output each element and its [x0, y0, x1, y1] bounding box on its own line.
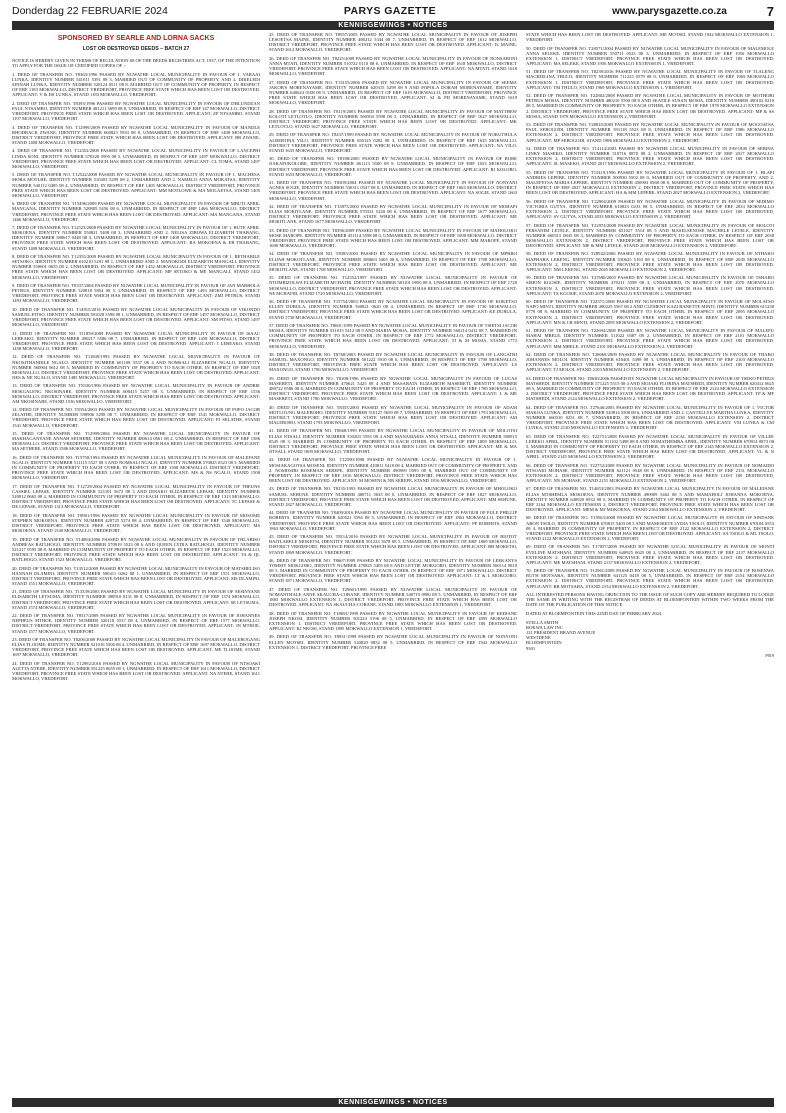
notice-paragraph: 47. DEED OF TRANSFER NO. T29601/1999 PASSED BY NGWATHE LOCAL MUNICIPALITY IN FAVOUR OF NOMANTHALE ANNE SKAUCHA-COBANE, IDENTITY NUMBER 540719 0980 08 5, UNMARRIED, IN RESPECT OF ERF 1883 MOKWALLO EXTENSION 1, DISTRICT VREDEFORT, PROVINCE FREE STATE WHICH HAS BEEN LOST OR DESTROYED. APPLICANT: NA SKAUCHA-COBANE, STAND 1883 MOKWALLO EXTENSION 1, VREDEFORT.: [269, 586, 517, 608]
notice-paragraph: 29. DEED OF TRANSFER NO. T8437/1999 PASSED BY NGWATHE LOCAL MUNICIPALITY IN FAVOUR OF NOKUTHULA ALBERTINA VILO, IDENTITY NUMBER 650125 0282 08 3, UNMARRIED, IN RESPECT OF ERF 1635 MOKWALLO, DISTRICT VREDEFORT, PROVINCE FREE STATE WHICH HAS BEEN LOST OR DESTROYED. APPLICANT: NA VILO, STAND 1635 MOKWALLO, VREDEFORT.: [269, 132, 517, 153]
notice-paragraph: 14. DEED OF TRANSFER NO. T8354/2003 PASSED BY NGWATHE LOCAL MUNICIPALITY IN FAVOUR OF POPO JACOB SELATHE, IDENTITY NUMBER 590906 5298 08 7, UNMARRIED, IN RESPECT OF ERF 1541 MOKWALLO, DISTRICT VREDEFORT, PROVINCE FREE STATE WHICH HAS BEEN LOST OR DESTROYED. APPLICANT: PJ SELATHE, STAND 1541 MOKWALLO, VREDEFORT.: [12, 407, 260, 428]
notice-paragraph: 66. DEED OF TRANSFER NO. T22752/2008 PASSED BY NGWATHE LOCAL MUNICIPALITY IN FAVOUR OF NOMAIDO NTSOAKI MOHASE, IDENTITY NUMBER 621121 0548 08 8, UNMARRIED, IN RESPECT OF ERF 2151 MOKWALLO EXTENSION 2, DISTRICT VREDEFORT, PROVINCE FREE STATE WHICH HAS BEEN LOST OR DESTROYED. APPLICANT: NN MOHASE, STAND 2151 MOKWALLO EXTENSION 2, VREDEFORT.: [526, 462, 774, 484]
notice-paragraph: 53. DEED OF TRANSFER NO. T28810/2005 PASSED BY NGWATHE LOCAL MUNICIPALITY IN FAVOUR OF MOGOATSA PAUL SEBOGODI, IDENTITY NUMBER 591118 5523 08 8, UNMARRIED, IN RESPECT OF ERF 1986 MOKWALLO EXTENSION 2, DISTRICT VREDEFORT, PROVINCE FREE STATE WHICH HAS BEEN LOST OR DESTROYED. APPLICANT: MP SEBOGODI, STAND 1986 MOKWALLO EXTENSION 2, VREDEFORT.: [526, 122, 774, 143]
notice-paragraph: 6. DEED OF TRANSFER NO. T15496/2009 PASSED BY NGWATHE LOCAL MUNICIPALITY IN FAVOUR OF MBUTI APRIL MANGANA, IDENTITY NUMBER 520805 5456 08 6, UNMARRIED, IN RESPECT OF ERF 1466 MOKWALLO, DISTRICT VREDEFORT, PROVINCE FREE STATE WHICH HAS BEEN LOST OR DESTROYED. APPLICANT: MA MANGANA, STAND 1466 MOKWALLO, VREDEFORT.: [12, 201, 260, 222]
notice-paragraph: 35. DEED OF TRANSFER NO. T12552/1997 PASSED BY NGWATHE LOCAL MUNICIPALITY IN FAVOUR OF NTOMBIZOLWA ELIZABETH MCHATHI, IDENTITY NUMBER 581101 0850 08 0, UNMARRIED, IN RESPECT OF ERF 1720 MOKWALLO, DISTRICT VREDEFORT, PROVINCE FREE STATE WHICH HAS BEEN LOST OR DESTROYED. APPLICANT: NE MCHATHI, STAND 1720 MOKWALLO, VREDEFORT.: [269, 275, 517, 296]
notice-paragraph: STATE WHICH HAS BEEN LOST OR DESTROYED. APPLICANT: ME MOTSEI, STAND 1942 MOKWALLO EXTENSION 1, VREDEFORT.: [526, 32, 774, 43]
notice-paragraph: 1. DEED OF TRANSFER NO. T8363/1996 PASSED BY NGWATHE LOCAL MUNICIPALITY IN FAVOUR OF 1. VARAAI LUNKA, IDENTITY NUMBER 541011 5391 08 3, MARRIED OUT OF COMMUNITY OF PROPERTY, AND 2. DIKELEDI SINNAH LUNKA, IDENTITY NUMBER 520124 0511 08 8, MARRIED OUT OF COMMUNITY OF PROPERTY, IN RESPECT OF ERF 1183 MOKWALLO, DISTRICT VREDEFORT, PROVINCE FREE STATE WHICH HAS BEEN LOST OR DESTROYED. APPLICANT: V & DS LUNKA, STAND 1183 MOKWALLO, VREDEFORT.: [12, 71, 260, 98]
section-band-bottom: KENNISGEWINGS • NOTICES: [12, 1098, 774, 1107]
notice-paragraph: 16. DEED OF TRANSFER NO. T15758/1994 PASSED BY NGWATHE LOCAL MUNICIPALITY IN FAVOUR OF MALEFANE NGALO, IDENTITY NUMBER 511115 5527 08 3 AND NOMSALI NGALO, IDENTITY NUMBER 570825 0523 08 5, MARRIED IN COMMUNITY OF PROPERTY TO EACH OTHER, IN RESPECT OF ERF 1508 MOKWALLO, DISTRICT VREDEFORT, PROVINCE FREE STATE WHICH HAS BEEN LOST OR DESTROYED. APPLICANT: MS & NS NGALO, STAND 1508 MOKWALLO, VREDEFORT.: [12, 454, 260, 481]
notice-paragraph: 17. DEED OF TRANSFER NO. T12729/2004 PASSED BY NGWATHE LOCAL MUNICIPALITY IN FAVOUR OF THEUNS CASSIEL LEPASE, IDENTITY NUMBER 521101 5673 08 3 AND DINAKO ELIZABETH LEPASE, IDENTITY NUMBER 520912 0665 08 4, MARRIED IN COMMUNITY OF PROPERTY TO EACH OTHER, IN RESPECT OF ERF 1313 MOKWALLO, DISTRICT VREDEFORT, PROVINCE FREE STATE WHICH HAS BEEN LOST OR DESTROYED. APPLICANT: TC LEPASE & DE LEPASE, STAND 1313 MOKWALLO, VREDEFORT.: [12, 483, 260, 510]
section-band-top: KENNISGEWINGS • NOTICES: [12, 21, 774, 30]
notice-paragraph: 12. DEED OF TRANSFER NO. T11849/1993 PASSED BY NGWATHE LOCAL MUNICIPALITY IN FAVOUR OF NKOSITHANDILE NGALO, IDENTITY NUMBER 601108 5537 08 4 AND NOMSALI ELIZABETH NGALO, IDENTITY NUMBER 560904 0612 08 5, MARRIED IN COMMUNITY OF PROPERTY TO EACH OTHER, IN RESPECT OF ERF 1028 MOKWALLO, DISTRICT VREDEFORT, PROVINCE FREE STATE WHICH HAS BEEN LOST OR DESTROYED. APPLICANT: NES & NE NGALO, STAND 1485 MOKWALLO, VREDEFORT.: [12, 354, 260, 380]
notice-paragraph: 34. DEED OF TRANSFER NO. T8395/2003 PASSED BY NGWATHE LOCAL MUNICIPALITY IN FAVOUR OF MPHIKI ELIJAH MOKOTLANE, IDENTITY NUMBER 580603 5405 08 6, UNMARRIED, IN RESPECT OF ERF 1708 MOKWALLO, DISTRICT VREDEFORT, PROVINCE FREE STATE WHICH HAS BEEN LOST OR DESTROYED. APPLICANT: ME MOKOTLANE, STAND 1708 MOKWALLO, VREDEFORT.: [269, 251, 517, 272]
notice-paragraph: 46. DEED OF TRANSFER NO. T8667/1999 PASSED BY NGWATHE LOCAL MUNICIPALITY IN FAVOUR OF LEEKANYS TOMMY MOKGORO, IDENTITY NUMBER 470825 5405 08 8 AND LETTIE MOKGORO, IDENTITY NUMBER 560114 0810 08 5, MARRIED IN COMMUNITY OF PROPERTY TO EACH OTHER, IN RESPECT OF ERF 1871 MOKWALLO, DISTRICT VREDEFORT, PROVINCE FREE STATE WHICH HAS BEEN LOST OR DESTROYED. APPLICANT: LT & L MOKGORO, STAND 1871 MOKWALLO, VREDEFORT.: [269, 557, 517, 584]
notice-paragraph: 60. DEED OF TRANSFER NO. T22571/2008 PASSED BY NGWATHE LOCAL MUNICIPALITY IN FAVOUR OF MOLATSO NAPO MINTI, IDENTITY NUMBER 490225 5567 08 2 AND CLEMENT KAZI RANETTE MINTI, IDENTITY NUMBER 611230 0779 08 8, MARRIED IN COMMUNITY OF PROPERTY TO EACH OTHER, IN RESPECT OF ERF 2095 MOKWALLO EXTENSION 2, DISTRICT VREDEFORT, PROVINCE FREE STATE WHICH HAS BEEN LOST OR DESTROYED. APPLICANT: MN & CR MINTI, STAND 2095 MOKWALLO EXTENSION 2, VREDEFORT.: [526, 299, 774, 325]
notice-paragraph: 5. DEED OF TRANSFER NO. T12522/2008 PASSED BY NGWATHE LOCAL MUNICIPALITY IN FAVOUR OF 1. MACHESA MORA MOTLHE, IDENTITY NUMBER 510303 5299 08 2, UNMARRIED AND 2. NAMELO ANNA MOKATSA, IDENTITY NUMBER 540112 0485 08 4, UNMARRIED, IN RESPECT OF ERF 1405 MOKWALLO, DISTRICT VREDEFORT, PROVINCE FREE STATE WHICH HAS BEEN LOST OR DESTROYED. APPLICANT: MM MOTLOWE & MA MOLAETSA, STAND 1405 MOKWALLO, VREDEFORT.: [12, 172, 260, 198]
signature-line: 9301: [526, 645, 536, 651]
notice-paragraph: 51. DEED OF TRANSFER NO. T8239/2016 PASSED BY NGWATHE LOCAL MUNICIPALITY IN FAVOUR OF TLALENG MAGRIELINA THULO, IDENTITY NUMBER 711225 0579 08 9, UNMARRIED, IN RESPECT OF ERF 1969 MOKWALLO EXTENSION 1, DISTRICT VREDEFORT, PROVINCE FREE STATE WHICH HAS BEEN LOST OR DESTROYED. APPLICANT: TM THULO, STAND 1969 MOKWALLO EXTENSION 1, VREDEFORT.: [526, 69, 774, 90]
batch-heading: LOST OR DESTROYED DEEDS – BATCH 27: [82, 46, 190, 53]
notice-paragraph: 7. DEED OF TRANSFER NO. T12523/2008 PASSED BY NGWATHE LOCAL MUNICIPALITY IN FAVOUR OF 1. RUTE APRIL MOKOENA, IDENTITY NUMBER 550821 5408 08 3, UNMARRIED AND 2. NELISA ZIBOWA ELIZABETH THABANG, IDENTITY NUMBER 580617 0448 08 3, UNMARRIED, IN RESPECT OF ERF 1408 MOKWALLO, DISTRICT VREDEFORT, PROVINCE FREE STATE WHICH HAS BEEN LOST OR DESTROYED. APPLICANT: RA MOKOENA & EB THABANG, STAND 1408 MOKWALLO, VREDEFORT.: [12, 225, 260, 251]
notice-paragraph: 37. DEED OF TRANSFER NO. T8691/1999 PASSED BY NGWATHE LOCAL MUNICIPALITY IN FAVOUR OF TSIETSI JACOB MOSIA, IDENTITY NUMBER 531015 5412 08 9 AND MARIA MOSIA, IDENTITY NUMBER 560214 0412 08 7, MARRIED IN COMMUNITY OF PROPERTY TO EACH OTHER, IN RESPECT OF ERF 1772 MOKWALLO, DISTRICT VREDEFORT, PROVINCE FREE STATE WHICH HAS BEEN LOST OR DESTROYED. APPLICANT: TJ & M MOSIA, STAND 1772 MOKWALLO, VREDEFORT.: [269, 322, 517, 349]
newspaper-title: PARYS GAZETTE: [343, 5, 437, 17]
notice-paragraph: 49. DEED OF TRANSFER NO. T8931/1999 PASSED BY NGWATHE LOCAL MUNICIPALITY IN FAVOUR OF NONYONI ELLEN MOTSEI, IDENTITY NUMBER 520829 0852 08 5, UNMARRIED, IN RESPECT OF ERF 1942 MOKWALLO EXTENSION 1, DISTRICT VREDEFORT, PROVINCE FREE: [269, 634, 517, 650]
page-reference: P019: [765, 652, 774, 658]
notice-paragraph: 24. DEED OF TRANSFER NO. T12992/2016 PASSED BY NGWATHE LOCAL MUNICIPALITY IN FAVOUR OF NTSOAKI ALETTA NTEHE, IDENTITY NUMBER 591225 0655 08 1, UNMARRIED, IN RESPECT OF ERF 1611 MOKWALLO, DISTRICT VREDEFORT, PROVINCE FREE STATE WHICH HAS BEEN LOST OR DESTROYED. APPLICANT: NA NTEHE, STAND 1611 MOKWALLO, VREDEFORT.: [12, 660, 260, 682]
notice-paragraph: 48. DEED OF TRANSFER NO. T18691/1999 PASSED BY NGWATHE LOCAL MUNICIPALITY IN FAVOUR OF KEDIANE JOSEPH NKOSI, IDENTITY NUMBER 501223 5196 08 5, UNMARRIED, IN RESPECT OF ERF 1895 MOKWALLO EXTENSION 1, DISTRICT VREDEFORT, PROVINCE FREE STATE WHICH HAS BEEN LOST OR DESTROYED. APPLICANT: KJ NKOSI, STAND 1895 MOKWALLO EXTENSION 1, VREDEFORT.: [269, 610, 517, 632]
notice-column-3: [526, 32, 774, 1096]
notice-paragraph: 18. DEED OF TRANSFER NO. T8901/1996 PASSED BY NGWATHE LOCAL MUNICIPALITY IN FAVOUR OF MOSOME STEPHEN MOKOENA, IDENTITY NUMBER 420725 5274 08 4, UNMARRIED, IN RESPECT OF ERF 1540 MOKWALLO, DISTRICT VREDEFORT, PROVINCE FREE STATE WHICH HAS BEEN LOST OR DESTROYED. APPLICANT: MS MOKOENA, STAND 1540 MOKWALLO, VREDEFORT.: [12, 512, 260, 534]
signature-line: BLOEMFONTEIN: [526, 640, 562, 646]
notice-paragraph: 19. DEED OF TRANSFER NO. T14894/2006 PASSED BY NGWATHE LOCAL MUNICIPALITY IN FAVOUR OF THLABISO ANDREAS RATLHOGO, IDENTITY NUMBER 570919 5523 08 6 AND QUEEN LYDIA RATLHOGO, IDENTITY NUMBER 521217 0595 08 8, MARRIED IN COMMUNITY OF PROPERTY TO EACH OTHER, IN RESPECT OF ERF 1523 MOKWALLO, DISTRICT VREDEFORT, PROVINCE FREE STATE WHICH HAS BEEN LOST OR DESTROYED. APPLICANT: TA & QL RATLHOGO, STAND 1523 MOKWALLO, VREDEFORT.: [12, 536, 260, 563]
notice-paragraph: 40. DEED OF TRANSFER NO. T8355/2003 PASSED BY NGWATHE LOCAL MUNICIPALITY IN FAVOUR OF ADAM MOTLOUNG MALEBOHO, IDENTITY NUMBER 510127 5659 08 7, UNMARRIED, IN RESPECT OF ERF 1793 MOKWALLO, DISTRICT VREDEFORT, PROVINCE FREE STATE WHICH HAS BEEN LOST OR DESTROYED. APPLICANT: AM MALEBOHO, STAND 1793 MOKWALLO, VREDEFORT.: [269, 404, 517, 426]
intro-paragraph: NOTICE IS HEREBY GIVEN IN TERMS OF REGULATION 68 OF THE DEEDS REGISTRIES ACT, 1937, OF THE INTENTION TO APPLY FOR THE ISSUE OF CERTIFIED COPIES OF :-: [12, 58, 260, 69]
notice-paragraph: 64. DEED OF TRANSFER NO. T27646/2005 PASSED BY NGWATHE LOCAL MUNICIPALITY IN FAVOUR OF 1. VICTOR MAKOA LUNKA, IDENTITY NUMBER 520814 5508 08 6, UNMARRIED AND 2. CANTELLYE MARTHA LUNKA, IDENTITY NUMBER 660310 0251 08 7, UNMARRIED, IN RESPECT OF ERF 2130 MOKWALLO EXTENSION 2, DISTRICT VREDEFORT, PROVINCE FREE STATE WHICH HAS BEEN LOST OR DESTROYED. APPLICANT: VM LUNKA & CM LUNKA, STAND 2130 MOKWALLO EXTENSION 2, VREDEFORT.: [526, 404, 774, 431]
notice-paragraph: 42. DEED OF TRANSFER NO. T12590/1998 PASSED BY NGWATHE LOCAL MUNICIPALITY IN FAVOUR OF 1. MOSIAKAGOTSA MOSENI, IDENTITY NUMBER 410811 5418 08 4, MARRIED OUT OF COMMUNITY OF PROPERTY, AND 2. NOMOSIBI ROSEMAN SEREPE, IDENTITY NUMBER 490909 0595 08 8, MARRIED OUT OF COMMUNITY OF PROPERTY, IN RESPECT OF ERF 1816 MOKWALLO, DISTRICT VREDEFORT, PROVINCE FREE STATE WHICH HAS BEEN LOST OR DESTROYED. APPLICANT: M MOSENI & NR SEREPE, STAND 1816 MOKWALLO, VREDEFORT.: [269, 457, 517, 484]
masthead-right: [612, 4, 774, 19]
notices-content: [12, 32, 774, 1096]
notice-paragraph: 50. DEED OF TRANSFER NO. T28571/2004 PASSED BY NGWATHE LOCAL MUNICIPALITY IN FAVOUR OF MALEMOLE ANNA SELEKE, IDENTITY NUMBER 550711 0525 08 3, UNMARRIED, IN RESPECT OF ERF 1956 MOKWALLO EXTENSION 1, DISTRICT VREDEFORT, PROVINCE FREE STATE WHICH HAS BEEN LOST OR DESTROYED. APPLICANT: MA SELEKE, STAND 1956 MOKWALLO EXTENSION 1, VREDEFORT.: [526, 45, 774, 66]
notice-paragraph: 68. DEED OF TRANSFER NO. T19563/2008 PASSED BY NGWATHE LOCAL MUNICIPALITY IN FAVOUR OF SINDANE ARON TSOLO, IDENTITY NUMBER 670815 5403 08 5 AND MAMOKETE LYDIA TSOLO, IDENTITY NUMBER 670104 0553 08 4, MARRIED IN COMMUNITY OF PROPERTY, IN RESPECT OF ERF 2122 MOKWALLO EXTENSION 2, DISTRICT VREDEFORT, PROVINCE FREE STATE WHICH HAS BEEN LOST OR DESTROYED. APPLICANT: SA TSOLO & ML TSOLO, STAND 2122 MOKWALLO EXTENSION 2, VREDEFORT.: [526, 515, 774, 541]
notice-paragraph: 58. DEED OF TRANSFER NO. T28942/2006 PASSED BY NGWATHE LOCAL MUNICIPALITY IN FAVOUR OF NTHAKO MAPHARA LEKENG, IDENTITY NUMBER 530625 5193 08 0, UNMARRIED, IN RESPECT OF ERF 2045 MOKWALLO EXTENSION 2, DISTRICT VREDEFORT, PROVINCE FREE STATE WHICH HAS BEEN LOST OR DESTROYED. APPLICANT: NM LEKENG, STAND 2045 MOKWALLO EXTENSION 2, VREDEFORT.: [526, 251, 774, 272]
notice-paragraph: 25. DEED OF TRANSFER NO. T8957/2003 PASSED BY NGWATHE LOCAL MUNICIPALITY IN FAVOUR OF JOSEPHI LESOETSA MAINE, IDENTITY NUMBER 480212 5344 08 7, UNMARRIED, IN RESPECT OF ERF 1612 MOKWALLO, DISTRICT VREDEFORT, PROVINCE FREE STATE WHICH HAS BEEN LOST OR DESTROYED. APPLICANT: JL MAINE, STAND 1612 MOKWALLO, VREDEFORT.: [269, 32, 517, 53]
notice-list-column-2: [269, 32, 517, 650]
notice-paragraph: 11. DEED OF TRANSFER NO. T11859/2009 PASSED BY NGWATHE LOCAL MUNICIPALITY IN FAVOUR OF ISAAC LEBEAKO, IDENTITY NUMBER 490217 5586 08 7, UNMARRIED, IN RESPECT OF ERF 1458 MOKWALLO, DISTRICT VREDEFORT, PROVINCE FREE STATE WHICH HAS BEEN LOST OR DESTROYED. APPLICANT: I LEBEAKO, STAND 1458 MOKWALLO, VREDEFORT.: [12, 330, 260, 352]
notice-paragraph: 70. DEED OF TRANSFER NO. T12961/2008 PASSED BY NGWATHE LOCAL MUNICIPALITY IN FAVOUR OF BOSENWA RUTH MOTSABA, IDENTITY NUMBER 641125 0418 08 5, UNMARRIED, IN RESPECT OF ERF 2154 MOKWALLO EXTENSION 2, DISTRICT VREDEFORT, PROVINCE FREE STATE WHICH HAS BEEN LOST OR DESTROYED. APPLICANT: BR MOTSABA, STAND 2154 MOKWALLO EXTENSION 2, VREDEFORT.: [526, 568, 774, 589]
notice-paragraph: 4. DEED OF TRANSFER NO. T12352/2008 PASSED BY NGWATHE LOCAL MUNICIPALITY IN FAVOUR OF LANCEPHI LINDA SONI, IDENTITY NUMBER 570328 5995 08 5, UNMARRIED, IN RESPECT OF ERF 1497 MOKWALLO, DISTRICT VREDEFORT, PROVINCE FREE STATE WHICH HAS BEEN LOST OR DESTROYED. APPLICANT: CL TOMA, STAND 1497 MOKWALLO, VREDEFORT.: [12, 148, 260, 169]
notice-paragraph: 22. DEED OF TRANSFER NO. T8317/2009 PASSED BY NGWATHE LOCAL MUNICIPALITY IN FAVOUR OF JOHANNES NEPHEUS MTHOE, IDENTITY NUMBER 520118 5537 08 4, UNMARRIED, IN RESPECT OF ERF 1577 MOKWALLO, DISTRICT VREDEFORT, PROVINCE FREE STATE WHICH HAS BEEN LOST OR DESTROYED. APPLICANT: JN MTHOE, STAND 1577 MOKWALLO, VREDEFORT.: [12, 613, 260, 634]
signature-line: ROKWA LAW INC: [526, 624, 563, 630]
sponsor-heading: SPONSORED BY SEARLE AND LORNA SACKS: [57, 35, 215, 42]
notice-paragraph: 2. DEED OF TRANSFER NO. T8393/1996 PASSED BY NGWATHE LOCAL MUNICIPALITY IN FAVOUR OF DHLUNDZAN PAUL NTSAMBO, IDENTITY NUMBER 481211 5699 08 8, UNMARRIED, IN RESPECT OF ERF 147 MOKWALLO, DISTRICT VREDEFORT, PROVINCE FREE STATE WHICH HAS BEEN LOST OR DESTROYED. APPLICANT: ZP NTSAMBO, STAND 1197 MOKWALLO, VREDEFORT.: [12, 100, 260, 122]
notice-list-column-3: [526, 32, 774, 616]
notice-paragraph: 21. DEED OF TRANSFER NO. T13339/2003 PASSED BY NGWATHE LOCAL MUNICIPALITY IN FAVOUR OF SESINYANE ELISABETH LETSUMA, IDENTITY NUMBER 380910 0131 08 8, UNMARRIED, IN RESPECT OF ERF 1574 MOKWALLO, DISTRICT VREDEFORT, PROVINCE FREE STATE WHICH HAS BEEN LOST OR DESTROYED. APPLICANT: SE LETSUMA, STAND 1574 MOKWALLO, VREDEFORT.: [12, 589, 260, 610]
notice-paragraph: 69. DEED OF TRANSFER NO. T17057/2009 PASSED BY NGWATHE LOCAL MUNICIPALITY IN FAVOUR OF MONTI EVELINE MATSHANI, IDENTITY NUMBER 640925 0625 08 3, UNMARRIED, IN RESPECT OF ERF 2137 MOKWALLO EXTENSION 2, DISTRICT VREDEFORT, PROVINCE FREE STATE WHICH HAS BEEN LOST OR DESTROYED. APPLICANT: ME MATSHANI, STAND 2137 MOKWALLO EXTENSION 2, VREDEFORT.: [526, 544, 774, 565]
notice-paragraph: 23. DEED OF TRANSFER NO. T8206/2009 PASSED BY NGWATHE LOCAL MUNICIPALITY IN FAVOUR OF MALEBOGANG ELIAS TLOOME, IDENTITY NUMBER 521016 5506 08 4, UNMARRIED, IN RESPECT OF ERF 1697 MOKWALLO, DISTRICT VREDEFORT, PROVINCE FREE STATE WHICH HAS BEEN LOST OR DESTROYED. APPLICANT: ME TLOOME, STAND 1697 MOKWALLO, VREDEFORT.: [12, 636, 260, 658]
notice-paragraph: 59. DEED OF TRANSFER NO. T27680/2005 PASSED BY NGWATHE LOCAL MUNICIPALITY IN FAVOUR OF TSHABO SIMON KGOSIE, IDENTITY NUMBER 470211 5598 08 3, UNMARRIED, IN RESPECT OF ERF 2070 MOKWALLO EXTENSION 2, DISTRICT VREDEFORT, PROVINCE FREE STATE WHICH HAS BEEN LOST OR DESTROYED. APPLICANT: TS KGOSIE, STAND 2070 MOKWALLO EXTENSION 2, VREDEFORT.: [526, 275, 774, 296]
notice-paragraph: ALL INTERESTED PERSONS HAVING OBJECTION TO THE ISSUE OF SUCH COPY ARE HEREBY REQUIRED TO LODGE THE SAME IN WRITING WITH THE REGISTRAR OF DEEDS AT BLOEMFONTEIN WITHIN TWO WEEKS FROM THE DATE OF THE PUBLICATION OF THIS NOTICE.: [526, 591, 774, 608]
signature-line: STELLA SMITH: [526, 619, 559, 625]
notice-paragraph: 55. DEED OF TRANSFER NO. T15419/1996 PASSED BY NGWATHE LOCAL MUNICIPALITY IN FAVOUR OF 1. HLAPI ANDRIES LEPEBE, IDENTITY NUMBER 500930 5502 08 0, MARRIED OUT OF COMMUNITY OF PROPERTY, AND 2. MALEFETSA MARIA LEPEBE, IDENTITY NUMBER 450903 0568 08 8, MARRIED OUT OF COMMUNITY OF PROPERTY, IN RESPECT OF ERF 2027 MOKWALLO EXTENSION 2, DISTRICT VREDEFORT, PROVINCE FREE STATE WHICH HAS BEEN LOST OR DESTROYED. APPLICANT: HA & MM LEPEBE, STAND 2027 MOKWALLO EXTENSION 2, VREDEFORT.: [526, 169, 774, 196]
notice-list-column-1: [12, 72, 260, 682]
signature-lines: [526, 620, 774, 651]
page-number: 7: [766, 3, 774, 19]
notice-paragraph: 62. DEED OF TRANSFER NO. T28069/2009 PASSED BY NGWATHE LOCAL MUNICIPALITY IN FAVOUR OF THABO JOHANNES MOLOI, IDENTITY NUMBER 610401 5498 08 3, UNMARRIED, IN RESPECT OF ERF 2103 MOKWALLO EXTENSION 2, DISTRICT VREDEFORT, PROVINCE FREE STATE WHICH HAS BEEN LOST OR DESTROYED. APPLICANT: TJ MOLOI, STAND 2103 MOKWALLO EXTENSION 2, VREDEFORT.: [526, 351, 774, 373]
notice-paragraph: 20. DEED OF TRANSFER NO. T13512/2009 PASSED BY NGWATHE LOCAL MUNICIPALITY IN FAVOUR OF MATSHELISO HANNAH DLAMINI, IDENTITY NUMBER 590411 0262 08 1, UNMARRIED, IN RESPECT OF ERF 1551 MOKWALLO, DISTRICT VREDEFORT, PROVINCE FREE STATE WHICH HAS BEEN LOST OR DESTROYED. APPLICANT: MS DLAMINI, STAND 1551 MOKWALLO, VREDEFORT.: [12, 565, 260, 586]
notice-paragraph: 27. DEED OF TRANSFER NO. T15155/2006 PASSED BY NGWATHE LOCAL MUNICIPALITY IN FAVOUR OF SEEMA JAKOB'S MORENAYAME, IDENTITY NUMBER 620315 5298 08 9 AND POPOLA DORAH MORENAYAME, IDENTITY NUMBER 640624 0108 08 9, UNMARRIED, IN RESPECT OF ERF 1619 MOKWALLO, DISTRICT VREDEFORT, PROVINCE FREE STATE WHICH HAS BEEN LOST OR DESTROYED. APPLICANT: SJ & PD MORENAYAME, STAND 1619 MOKWALLO, VREDEFORT.: [269, 79, 517, 106]
notice-paragraph: 45. DEED OF TRANSFER NO. T8114/2016 PASSED BY NGWATHE LOCAL MUNICIPALITY IN FAVOUR OF BIOTOT BAITLARELE MOKETSI, IDENTITY NUMBER 501223 5678 08 5, UNMARRIED, IN RESPECT OF ERF 1869 MOKWALLO, DISTRICT VREDEFORT, PROVINCE FREE STATE WHICH HAS BEEN LOST OR DESTROYED. APPLICANT: BB MOKETSI, STAND 1869 MOKWALLO, VREDEFORT.: [269, 534, 517, 555]
signature-line: WESTDENE: [526, 635, 551, 641]
website-url[interactable]: www.parysgazette.co.za: [612, 5, 727, 17]
notice-paragraph: 8. DEED OF TRANSFER NO. T12355/2009 PASSED BY NGWATHE LOCAL MUNICIPALITY IN FAVOUR OF 1. RETHABILE SETSOKO, IDENTITY NUMBER 610210 5291 08 1, UNMARRIED AND 2. MANOKODI ELIZABETH MANGALI, IDENTITY NUMBER 550601 0655 08 2, UNMARRIED, IN RESPECT OF ERF 1452 MOKWALLO, DISTRICT VREDEFORT, PROVINCE FREE STATE WHICH HAS BEEN LOST OR DESTROYED. APPLICANT: MP SETOKO & ME MANGALI, STAND 1452 MOKWALLO, VREDEFORT.: [12, 253, 260, 280]
masthead: [12, 3, 774, 19]
notice-paragraph: 13. DEED OF TRANSFER NO. T8330/1996 PASSED BY NGWATHE LOCAL MUNICIPALITY IN FAVOUR OF ANDRIE MOKGALENG NKOSINARE, IDENTITY NUMBER 600415 5257 08 3, UNMARRIED, IN RESPECT OF ERF 1536 MOKWALLO, DISTRICT VREDEFORT, PROVINCE FREE STATE WHICH HAS BEEN LOST OR DESTROYED. APPLICANT: AM NKOSINARE, STAND 1536 MOKWALLO, VREDEFORT.: [12, 383, 260, 404]
notice-paragraph: 3. DEED OF TRANSFER NO. T12999/2009 PASSED BY NGWATHE LOCAL MUNICIPALITY IN FAVOUR OF MANDLE RHODRACK ZWANE, IDENTITY NUMBER 660823 5933 08 8, UNMARRIED, IN RESPECT OF ERF 1408 MOKWALLO, DISTRICT VREDEFORT, PROVINCE FREE STATE WHICH HAS BEEN LOST OR DESTROYED. APPLICANT: BR ZWANE, STAND 1408 MOKWALLO, VREDEFORT.: [12, 124, 260, 146]
signature-line: 121 PRESIDENT BRAND AVENUE: [526, 630, 596, 636]
notice-paragraph: 54. DEED OF TRANSFER NO. T14114/2003 PASSED BY NGWATHE LOCAL MUNICIPALITY IN FAVOUR OF SEBINA LINKY MASEKO, IDENTITY NUMBER 510716 0870 08 2, UNMARRIED, IN RESPECT OF ERF 2017 MOKWALLO EXTENSION 2, DISTRICT VREDEFORT, PROVINCE FREE STATE WHICH HAS BEEN LOST OR DESTROYED. APPLICANT: SL MASEKO, STAND 2017 MOKWALLO EXTENSION 2, VREDEFORT.: [526, 145, 774, 167]
notice-paragraph: 56. DEED OF TRANSFER NO. T22904/2009 PASSED BY NGWATHE LOCAL MUNICIPALITY IN FAVOUR OF SEDIMO VICTORIA GUTYA, IDENTITY NUMBER 610823 0233 08 5, UNMARRIED, IN RESPECT OF ERF 2033 MOKWALLO EXTENSION 2, DISTRICT VREDEFORT, PROVINCE FREE STATE WHICH HAS BEEN LOST OR DESTROYED. APPLICANT: SV GUTYA, STAND 2033 MOKWALLO EXTENSION 2, VREDEFORT.: [526, 198, 774, 220]
notice-paragraph: 33. DEED OF TRANSFER NO. T8396/2009 PASSED BY NGWATHE LOCAL MUNICIPALITY IN FAVOUR OF MAHOLOKO MOSE MAROPE, IDENTITY NUMBER 451114 5598 08 0, UNMARRIED, IN RESPECT OF ERF 1690 MOKWALLO, DISTRICT VREDEFORT, PROVINCE FREE STATE WHICH HAS BEEN LOST OR DESTROYED. APPLICANT: MM MAROPE, STAND 1690 MOKWALLO, VREDEFORT.: [269, 227, 517, 249]
notice-paragraph: 63. DEED OF TRANSFER NO. T8630/2006 PASSED BY NGWATHE LOCAL MUNICIPALITY IN FAVOUR OF TSEKO PETRUS MATSHEDI, IDENTITY NUMBER 571225 5515 08 4 AND MOJAKI FLORINA MATSHEDI, IDENTITY NUMBER 620412 0625 08 5, MARRIED IN COMMUNITY OF PROPERTY TO EACH OTHER, IN RESPECT OF ERF 2124 MOKWALLO EXTENSION 2, DISTRICT VREDEFORT, PROVINCE FREE STATE WHICH HAS BEEN LOST OR DESTROYED. APPLICANT: TP & MF MATSHEDI, STAND 2124 MOKWALLO EXTENSION 2, VREDEFORT.: [526, 375, 774, 402]
notice-paragraph: 44. DEED OF TRANSFER NO. T8409/2016 PASSED BY NGWATHE LOCAL MUNICIPALITY IN FAVOUR OF PULE PHILLIP ROBERTS, IDENTITY NUMBER 620521 5594 08 5, UNMARRIED, IN RESPECT OF ERF 1863 MOKWALLO, DISTRICT VREDEFORT, PROVINCE FREE STATE WHICH HAS BEEN LOST OR DESTROYED. APPLICANT: PP ROBERTS, STAND 1863 MOKWALLO, VREDEFORT.: [269, 510, 517, 531]
notice-paragraph: 15. DEED OF TRANSFER NO. T12999/2004 PASSED BY NGWATHE LOCAL MUNICIPALITY IN FAVOUR OF MAKHAGANYANE ANNAH SETHEBE, IDENTITY NUMBER 480614 0561 08 2, UNMARRIED, IN RESPECT OF ERF 1586 MOKWALLO, DISTRICT VREDEFORT, PROVINCE FREE STATE WHICH HAS BEEN LOST OR DESTROYED. APPLICANT: MA SETHEBE, STAND 1586 MOKWALLO, VREDEFORT.: [12, 430, 260, 452]
notice-paragraph: 57. DEED OF TRANSFER NO. T22974/2008 PASSED BY NGWATHE LOCAL MUNICIPALITY IN FAVOUR OF MOLOTI FERSANIM LETELE, IDENTITY NUMBER 651027 5514 08 5 AND MASELSENOSE MACHELE LETELE, IDENTITY NUMBER 660315 0845 08 3, MARRIED IN COMMUNITY OF PROPERTY TO EACH OTHER, IN RESPECT OF ERF 2038 MOKWALLO EXTENSION 2, DISTRICT VREDEFORT, PROVINCE FREE STATE WHICH HAS BEEN LOST OR DESTROYED. APPLICANT: MF & MM LETELE, STAND 2038 MOKWALLO EXTENSION 2, VREDEFORT.: [526, 222, 774, 249]
notice-paragraph: 43. DEED OF TRANSFER NO. T8135/1993 PASSED BY NGWATHE LOCAL MUNICIPALITY IN FAVOUR OF MHOLOKO SAMUEL SEHUNE, IDENTITY NUMBER 480711 5635 08 0, UNMARRIED, IN RESPECT OF ERF 1827 MOKWALLO, DISTRICT VREDEFORT, PROVINCE FREE STATE WHICH HAS BEEN LOST OR DESTROYED. APPLICANT: MM SEHUNE, STAND 1827 MOKWALLO, VREDEFORT.: [269, 486, 517, 507]
notice-paragraph: 39. DEED OF TRANSFER NO. T8208/1996 PASSED BY NGWATHE LOCAL MUNICIPALITY IN FAVOUR OF LUCAS MASERETI, IDENTITY NUMBER 470621 5425 08 4 AND MASABATA ELIZABETH MASERETI, IDENTITY NUMBER 480722 0586 08 6, MARRIED IN COMMUNITY OF PROPERTY TO EACH OTHER, IN RESPECT OF ERF 1780 MOKWALLO, DISTRICT VREDEFORT, PROVINCE FREE STATE WHICH HAS BEEN LOST OR DESTROYED. APPLICANT: L & ME MASERETI, STAND 1780 MOKWALLO, VREDEFORT.: [269, 375, 517, 402]
notice-paragraph: 65. DEED OF TRANSFER NO. T22751/2008 PASSED BY NGWATHE LOCAL MUNICIPALITY IN FAVOUR OF VILLEE LEBEKO APRIL, IDENTITY NUMBER 511102 5498 08 8 AND NOMATHEMBA APRIL, IDENTITY NUMBER 670914 0873 08 5, MARRIED IN COMMUNITY OF PROPERTY TO EACH OTHER, IN RESPECT OF ERF 2145 MOKWALLO EXTENSION 2, DISTRICT VREDEFORT, PROVINCE FREE STATE WHICH HAS BEEN LOST OR DESTROYED. APPLICANT: VL & N APRIL, STAND 2145 MOKWALLO EXTENSION 2, VREDEFORT.: [526, 433, 774, 460]
notice-paragraph: 67. DEED OF TRANSFER NO. T14653/2003 PASSED BY NGWATHE LOCAL MUNICIPALITY IN FAVOUR OF MALEFANE ELIAS MTSHEMLA MOKOENA, IDENTITY NUMBER 490909 5402 08 5 AND MAMAHOLI JOHANNA MOKOENA, IDENTITY NUMBER 640920 0932 08 5, MARRIED IN COMMUNITY OF PROPERTY TO EACH OTHER, IN RESPECT OF ERF 2164 MOKWALLO EXTENSION 2, DISTRICT VREDEFORT, PROVINCE FREE STATE WHICH HAS BEEN LOST OR DESTROYED. APPLICANT: MEM & MJ MOKOENA, STAND 2164 MOKWALLO EXTENSION 2, VREDEFORT.: [526, 486, 774, 513]
notice-column-2: [269, 32, 517, 1096]
notice-paragraph: 9. DEED OF TRANSFER NO. T8337/2004 PASSED BY NGWATHE LOCAL MUNICIPALITY IN FAVOUR OF JAN MARHOLA PETRUS, IDENTITY NUMBER 520818 5854 08 5, UNMARRIED, IN RESPECT OF ERF 1493 MOKWALLO, DISTRICT VREDEFORT, PROVINCE FREE STATE WHICH HAS BEEN LOST OR DESTROYED. APPLICANT: ZMJ PETRUS, STAND 1493 MOKWALLO, VREDEFORT.: [12, 282, 260, 304]
notice-column-1: [12, 32, 260, 1096]
notice-paragraph: 41. DEED OF TRANSFER NO. T8668/1999 PASSED BY NGWATHE LOCAL MUNICIPALITY IN FAVOUR OF MOLOTSI ELIAS NTSALI, IDENTITY NUMBER 550203 5593 08 4 AND MANAMAKIS ANNA NTSALI, IDENTITY NUMBER 580915 0545 08 3, MARRIED IN COMMUNITY OF PROPERTY TO EACH OTHER, IN RESPECT OF ERF 1809 MOKWALLO, DISTRICT VREDEFORT, PROVINCE FREE STATE WHICH HAS BEEN LOST OR DESTROYED. APPLICANT: ME & MA NTSALI, STAND 1809 MOKWALLO, VREDEFORT.: [269, 428, 517, 455]
notice-paragraph: 52. DEED OF TRANSFER NO. T22802/2008 PASSED BY NGWATHE LOCAL MUNICIPALITY IN FAVOUR OF MOTHOBI PETRUS MOSIA, IDENTITY NUMBER 480210 5500 08 8 AND SEATILE SUSAN MOSIA, IDENTITY NUMBER 490102 0210 08 5, MARRIED IN COMMUNITY OF PROPERTY TO EACH OTHER, IN RESPECT OF ERF 1978 MOKWALLO EXTENSION 2, DISTRICT VREDEFORT, PROVINCE FREE STATE WHICH HAS BEEN LOST OR DESTROYED. APPLICANT: MP & SS MOSIA, STAND 1978 MOKWALLO EXTENSION 2, VREDEFORT.: [526, 93, 774, 119]
notice-paragraph: 36. DEED OF TRANSFER NO. T15754/2003 PASSED BY NGWATHE LOCAL MUNICIPALITY IN FAVOUR OF KOKETSO ELLEN DUBULA, IDENTITY NUMBER 560821 0620 08 4, UNMARRIED, IN RESPECT OF ERF 1730 MOKWALLO, DISTRICT VREDEFORT, PROVINCE FREE STATE WHICH HAS BEEN LOST OR DESTROYED. APPLICANT: KE DUBULA, STAND 1730 MOKWALLO, VREDEFORT.: [269, 299, 517, 320]
issue-date: Donderdag 22 FEBRUARIE 2024: [12, 5, 168, 17]
notice-paragraph: 38. DEED OF TRANSFER NO. T8768/2003 PASSED BY NGWATHE LOCAL MUNICIPALITY IN FAVOUR OF LANGATHI SAMUEL MAXONGO, IDENTITY NUMBER 501222 5910 08 6, UNMARRIED, IN RESPECT OF ERF 1790 MOKWALLO, DISTRICT VREDEFORT, PROVINCE FREE STATE WHICH HAS BEEN LOST OR DESTROYED. APPLICANT: LS MAXONGO, STAND 1790 MOKWALLO, VREDEFORT.: [269, 351, 517, 373]
notice-paragraph: 32. DEED OF TRANSFER NO. T15875/2003 PASSED BY NGWATHE LOCAL MUNICIPALITY IN FAVOUR OF MOHAPI ELIAS MOKITLANE, IDENTITY NUMBER 570331 5220 08 6, UNMARRIED, IN RESPECT OF ERF 1677 MOKWALLO, DISTRICT VREDEFORT, PROVINCE FREE STATE WHICH HAS BEEN LOST OR DESTROYED. APPLICANT: ME MOKITLANE, STAND 1677 MOKWALLO, VREDEFORT.: [269, 203, 517, 225]
notice-paragraph: 28. DEED OF TRANSFER NO. T8119/2003 PASSED BY NGWATHE LOCAL MUNICIPALITY IN FAVOUR OF MATTHEW KOLOTI LETLOTLO, IDENTITY NUMBER 560504 5598 08 5, UNMARRIED, IN RESPECT OF ERF 1627 MOKWALLO, DISTRICT VREDEFORT, PROVINCE FREE STATE WHICH HAS BEEN LOST OR DESTROYED. APPLICANT: MK LETLOTLO, STAND 1627 MOKWALLO, VREDEFORT.: [269, 108, 517, 130]
signature-block: [526, 620, 774, 658]
notice-paragraph: 31. DEED OF TRANSFER NO. T8309/2004 PASSED BY NGWATHE LOCAL MUNICIPALITY IN FAVOUR OF NONYANI AGNES SOGIE, IDENTITY NUMBER 530311 0547 08 0, UNMARRIED, IN RESPECT OF ERF 1663 MOKWALLO, DISTRICT VREDEFORT, PROVINCE FREE STATE WHICH HAS BEEN LOST OR DESTROYED. APPLICANT: NA SOGIE, STAND 1663 MOKWALLO, VREDEFORT.: [269, 180, 517, 201]
notice-paragraph: 61. DEED OF TRANSFER NO. T22694/2008 PASSED BY NGWATHE LOCAL MUNICIPALITY IN FAVOUR OF MALEFU MAHAI MBELE, IDENTITY NUMBER 511022 0387 08 2, UNMARRIED, IN RESPECT OF ERF 2101 MOKWALLO EXTENSION 2, DISTRICT VREDEFORT, PROVINCE FREE STATE WHICH HAS BEEN LOST OR DESTROYED. APPLICANT: MM MBELE, STAND 2101 MOKWALLO EXTENSION 2, VREDEFORT.: [526, 328, 774, 349]
notice-paragraph: 10. DEED OF TRANSFER NO. T14915/2016 PASSED BY NGWATHE LOCAL MUNICIPALITY IN FAVOUR OF VIKONDO SAMUEL PITSO, IDENTITY NUMBER 591028 5598 08 1, UNMARRIED, IN RESPECT OF ERF 1497 MOKWALLO, DISTRICT VREDEFORT, PROVINCE FREE STATE WHICH HAS BEEN LOST OR DESTROYED. APPLICANT: SM PITSO, STAND 1497 MOKWALLO, VREDEFORT.: [12, 306, 260, 328]
notice-paragraph: 26. DEED OF TRANSFER NO. T8225/2009 PASSED BY NGWATHE LOCAL MUNICIPALITY IN FAVOUR OF NONSABONI ANNA MTATI, IDENTITY NUMBER 510722 0110 08 0, UNMARRIED, IN RESPECT OF ERF 1618 MOKWALLO, DISTRICT VREDEFORT, PROVINCE FREE STATE WHICH HAS BEEN LOST OR DESTROYED. APPLICANT: NA MTATI, STAND 1618 MOKWALLO, VREDEFORT.: [269, 55, 517, 77]
notice-paragraph: DATED AT BLOEMFONTEIN THIS 22ND DAY OF FEBRUARY 2024.: [526, 610, 663, 616]
notice-paragraph: 30. DEED OF TRANSFER NO. T8188/2005 PASSED BY NGWATHE LOCAL MUNICIPALITY IN FAVOUR OF RORE NAKAFUKOLOBE, IDENTITY NUMBER 461113 5500 08 9, UNMARRIED, IN RESPECT OF ERF 1653 MOKWALLO, DISTRICT VREDEFORT, PROVINCE FREE STATE WHICH HAS BEEN LOST OR DESTROYED. APPLICANT: RJ KOLOBO, STAND 1653 MOKWALLO, VREDEFORT.: [269, 156, 517, 177]
